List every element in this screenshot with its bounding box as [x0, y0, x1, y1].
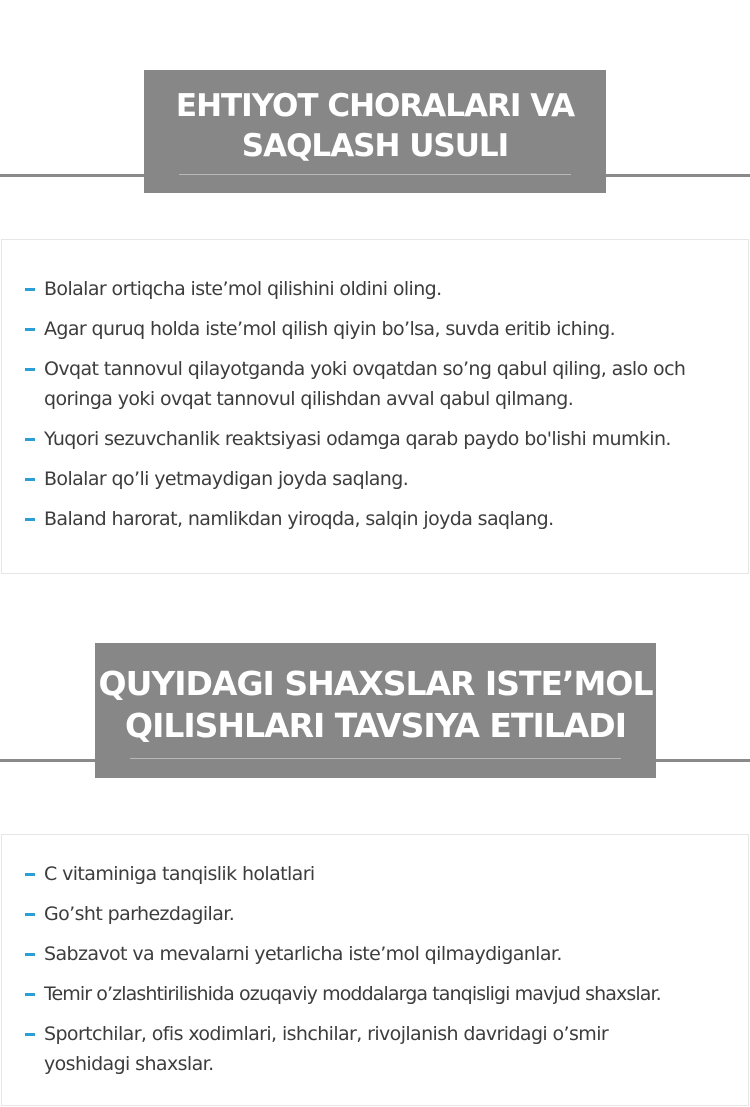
recommended-list — [2, 859, 748, 1079]
section1-title-line2: SAQLASH USULI — [241, 128, 509, 164]
section2-title-line2: QILISHLARI TAVSIYA ETILADI — [125, 706, 626, 745]
list-item: Temir o’zlashtirilishida ozuqaviy moddalarga tanqisligi mavjud shaxslar. — [2, 979, 748, 1009]
section2-title-underline — [130, 758, 621, 759]
list-item: C vitaminiga tanqislik holatlari — [2, 859, 748, 889]
dash-bullet-icon — [25, 478, 35, 481]
section1-title-box — [144, 70, 606, 193]
dash-bullet-icon — [25, 1033, 35, 1036]
dash-bullet-icon — [25, 518, 35, 521]
dash-bullet-icon — [25, 438, 35, 441]
section2-card — [1, 834, 749, 1106]
section1-card — [1, 239, 749, 574]
dash-bullet-icon — [25, 993, 35, 996]
list-item: Baland harorat, namlikdan yiroqda, salqin joyda saqlang. — [2, 504, 748, 534]
precautions-list — [2, 274, 748, 534]
section1-title-line1: EHTIYOT CHORALARI VA — [175, 88, 575, 124]
list-item: Sabzavot va mevalarni yetarlicha iste’mol qilmaydiganlar. — [2, 939, 748, 969]
dash-bullet-icon — [25, 328, 35, 331]
section2-title-box — [95, 643, 656, 778]
dash-bullet-icon — [25, 368, 35, 371]
dash-bullet-icon — [25, 873, 35, 876]
dash-bullet-icon — [25, 913, 35, 916]
list-item: Bolalar qo’li yetmaydigan joyda saqlang. — [2, 464, 748, 494]
list-item: Ovqat tannovul qilayotganda yoki ovqatdan so’ng qabul qiling, aslo och qoringa yoki ovqat tannovul qilishdan avval qabul qilmang. — [2, 354, 748, 414]
dash-bullet-icon — [25, 953, 35, 956]
section2-title-line1: QUYIDAGI SHAXSLAR ISTE’MOL — [98, 664, 653, 703]
section1-title-underline — [179, 174, 571, 175]
list-item: Sportchilar, ofis xodimlari, ishchilar, rivojlanish davridagi o’smir yoshidagi shaxslar. — [2, 1019, 748, 1079]
dash-bullet-icon — [25, 288, 35, 291]
list-item: Go’sht parhezdagilar. — [2, 899, 748, 929]
list-item: Bolalar ortiqcha iste’mol qilishini oldini oling. — [2, 274, 748, 304]
list-item: Agar quruq holda iste’mol qilish qiyin bo’lsa, suvda eritib iching. — [2, 314, 748, 344]
list-item: Yuqori sezuvchanlik reaktsiyasi odamga qarab paydo bo'lishi mumkin. — [2, 424, 748, 454]
